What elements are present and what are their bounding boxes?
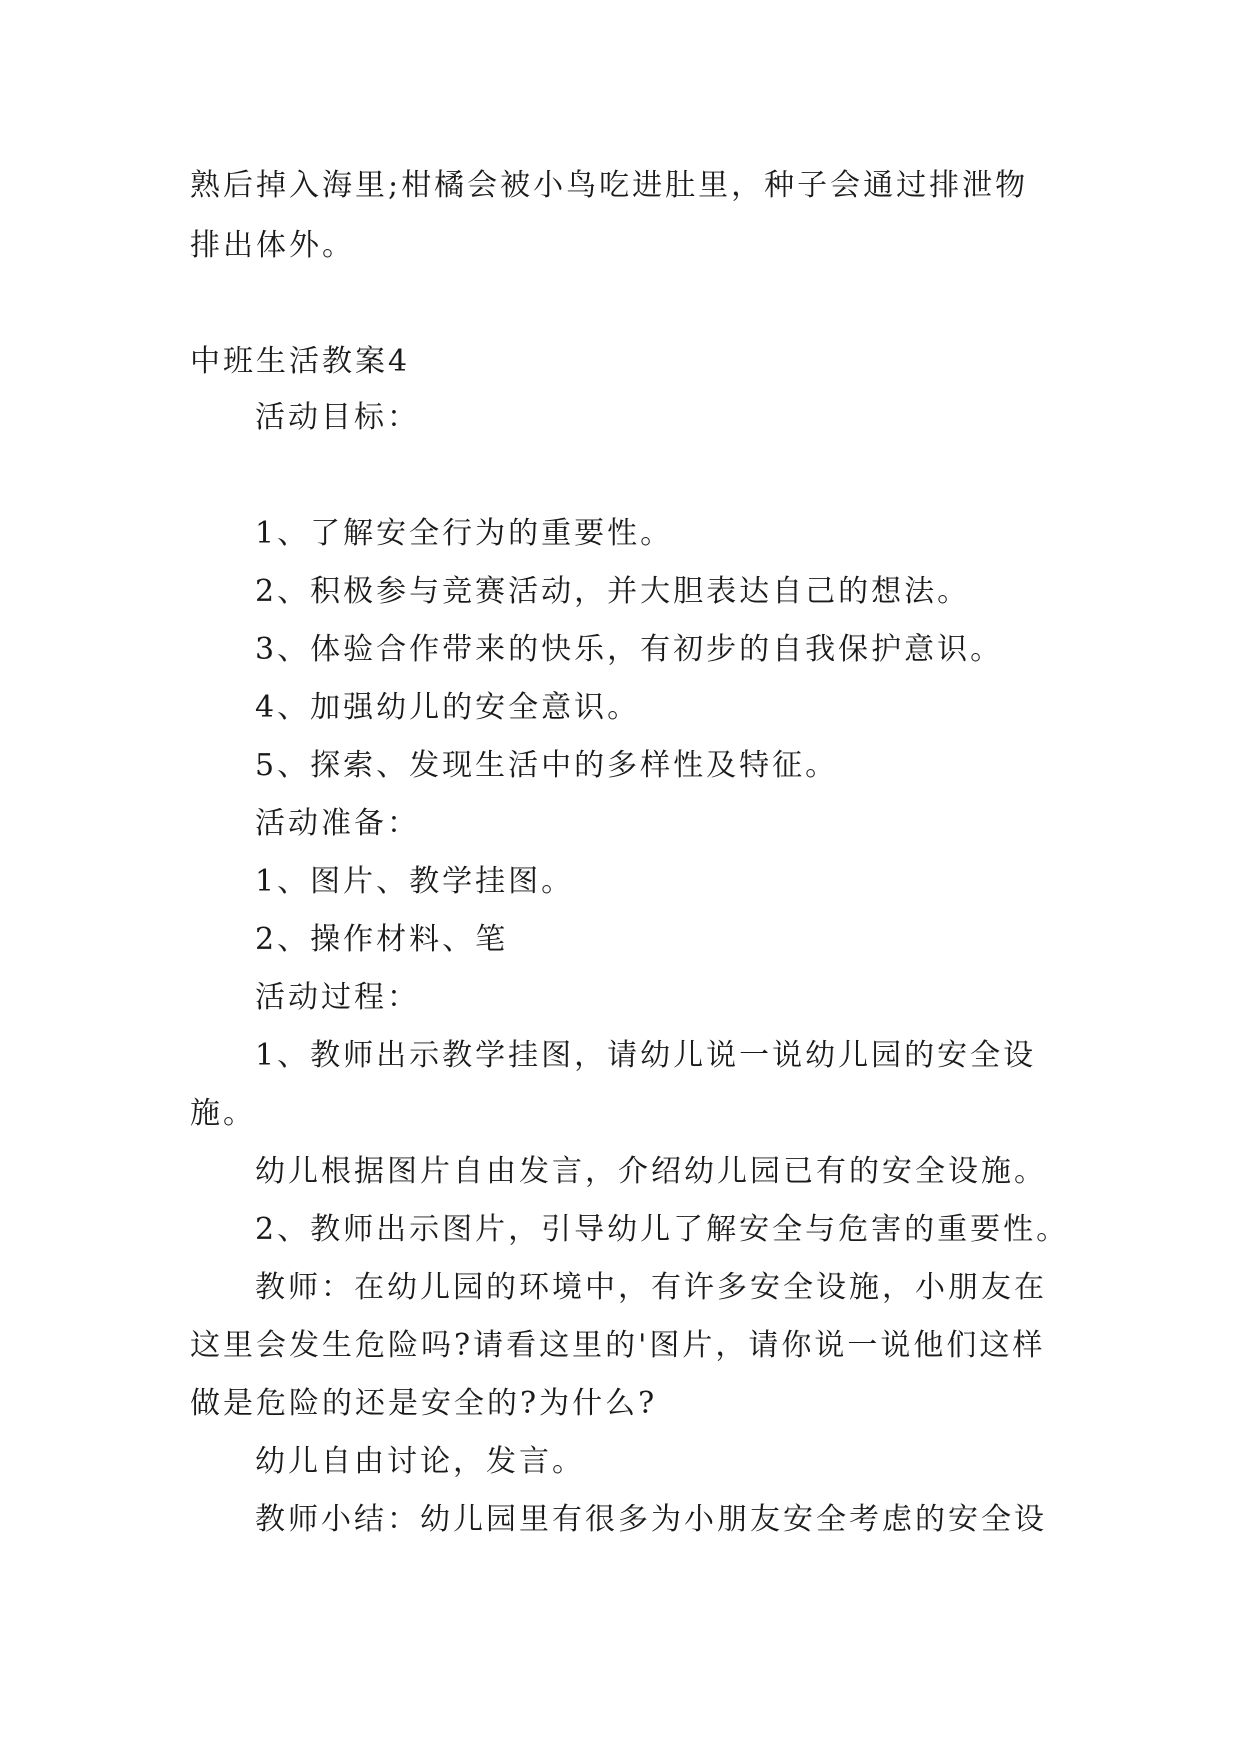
list-item: 1、图片、教学挂图。	[255, 864, 575, 899]
list-item: 4、加强幼儿的安全意识。	[255, 690, 641, 725]
paragraph-line: 熟后掉入海里;柑橘会被小鸟吃进肚里，种子会通过排泄物	[190, 168, 1029, 203]
paragraph-line: 施。	[190, 1096, 256, 1131]
list-item: 2、操作材料、笔	[255, 922, 509, 957]
list-item: 2、积极参与竞赛活动，并大胆表达自己的想法。	[255, 574, 971, 609]
paragraph-line: 排出体外。	[190, 228, 355, 263]
subheading-preparation: 活动准备：	[255, 806, 420, 841]
subheading-goals: 活动目标：	[255, 400, 420, 435]
paragraph-line: 这里会发生危险吗?请看这里的'图片，请你说一说他们这样	[190, 1328, 1046, 1363]
section-heading: 中班生活教案4	[190, 344, 411, 379]
paragraph-line: 幼儿根据图片自由发言，介绍幼儿园已有的安全设施。	[255, 1154, 1047, 1189]
paragraph-line: 幼儿自由讨论，发言。	[255, 1444, 585, 1479]
paragraph-line: 教师小结：幼儿园里有很多为小朋友安全考虑的安全设	[255, 1502, 1047, 1537]
paragraph-line: 1、教师出示教学挂图，请幼儿说一说幼儿园的安全设	[255, 1038, 1037, 1073]
list-item: 1、了解安全行为的重要性。	[255, 516, 674, 551]
paragraph-line: 教师：在幼儿园的环境中，有许多安全设施，小朋友在	[255, 1270, 1047, 1305]
paragraph-line: 2、教师出示图片，引导幼儿了解安全与危害的重要性。	[255, 1212, 1070, 1247]
subheading-process: 活动过程：	[255, 980, 420, 1015]
list-item: 3、体验合作带来的快乐，有初步的自我保护意识。	[255, 632, 1004, 667]
paragraph-line: 做是危险的还是安全的?为什么?	[190, 1386, 658, 1421]
list-item: 5、探索、发现生活中的多样性及特征。	[255, 748, 839, 783]
